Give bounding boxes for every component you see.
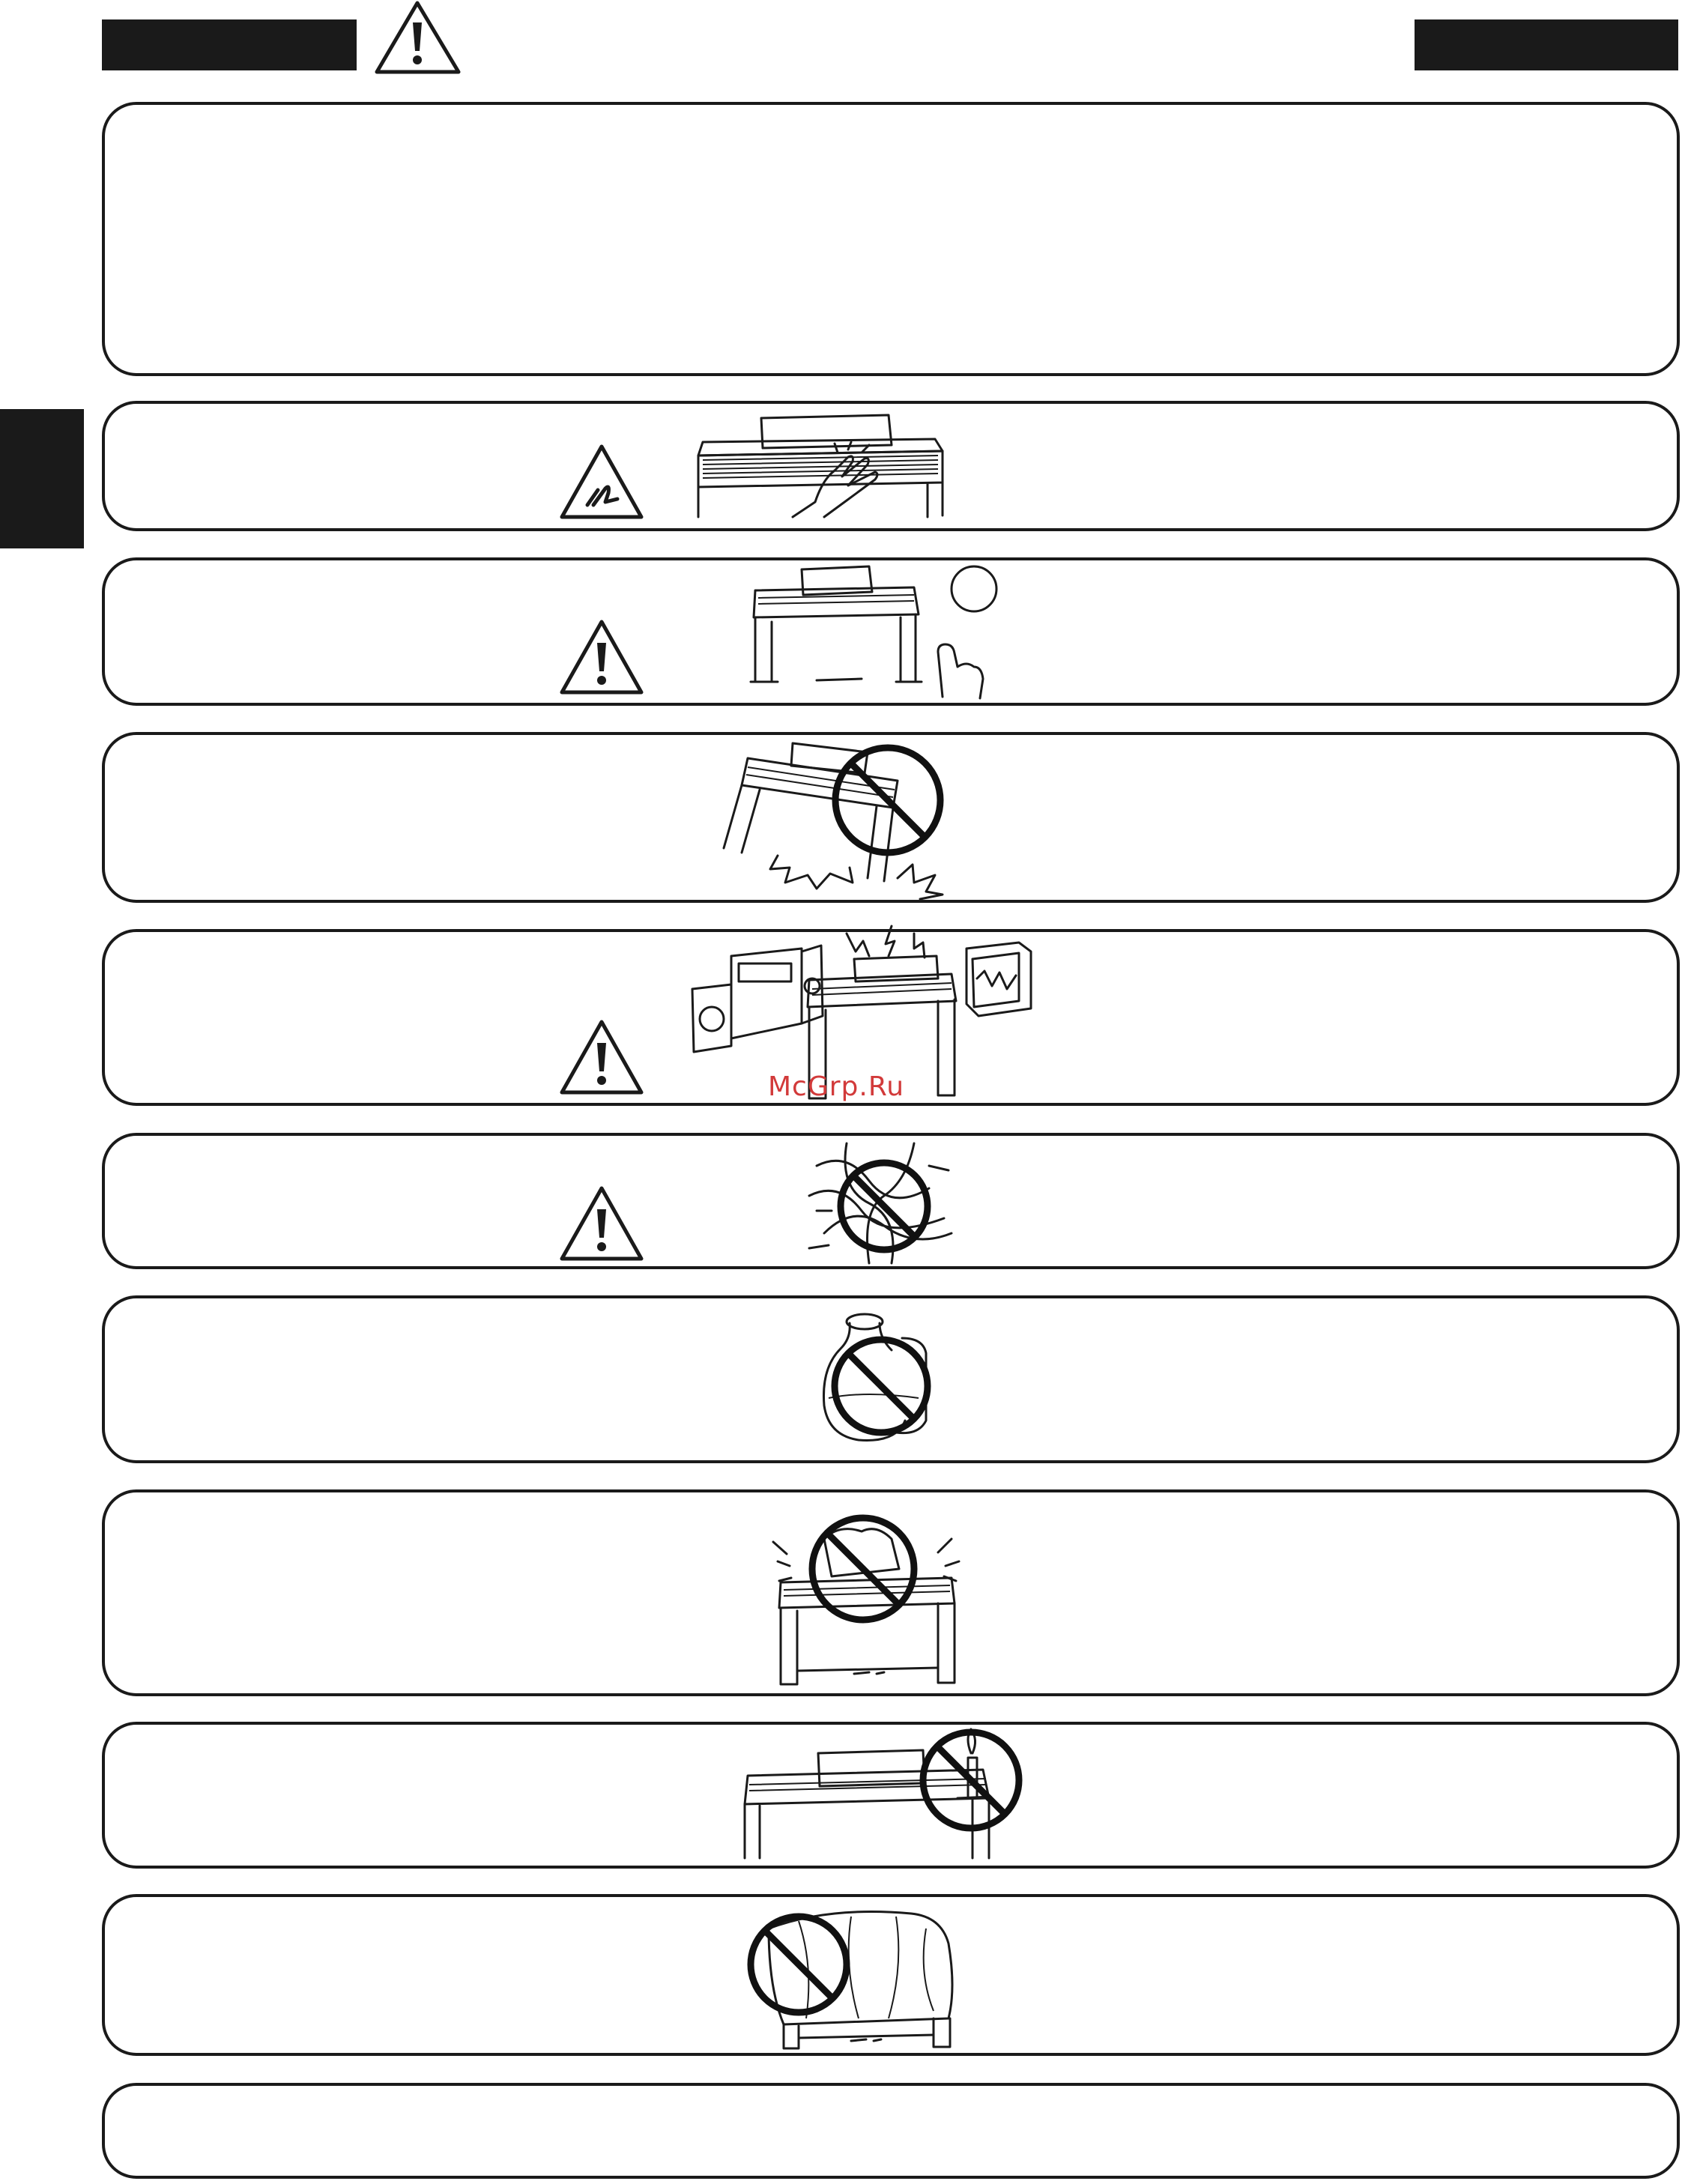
warning-triangle-icon [559,619,644,695]
vase-prohibited-illustration [814,1308,949,1451]
header-label-bar-left [102,19,357,70]
piano-candle-prohibited-illustration [736,1723,1028,1866]
piano-pressure-prohibited-illustration [772,1494,966,1692]
warning-triangle-icon [559,1185,644,1262]
piano-cloth-prohibited-illustration [739,1899,963,2056]
intro-panel [102,102,1680,376]
piano-tipping-prohibited-illustration [718,736,980,901]
piano-power-finger-illustration [742,562,1011,704]
side-section-tab [0,409,84,548]
warning-triangle-icon [375,0,461,75]
piano-fallboard-hand-illustration [688,412,958,524]
tangled-cables-prohibited-illustration [802,1136,959,1271]
warning-triangle-icon [559,1019,644,1095]
watermark-text: McGrp.Ru [768,1071,905,1102]
footer-panel [102,2083,1680,2179]
hand-caution-triangle-icon [559,444,644,520]
header-label-bar-right [1415,19,1678,70]
